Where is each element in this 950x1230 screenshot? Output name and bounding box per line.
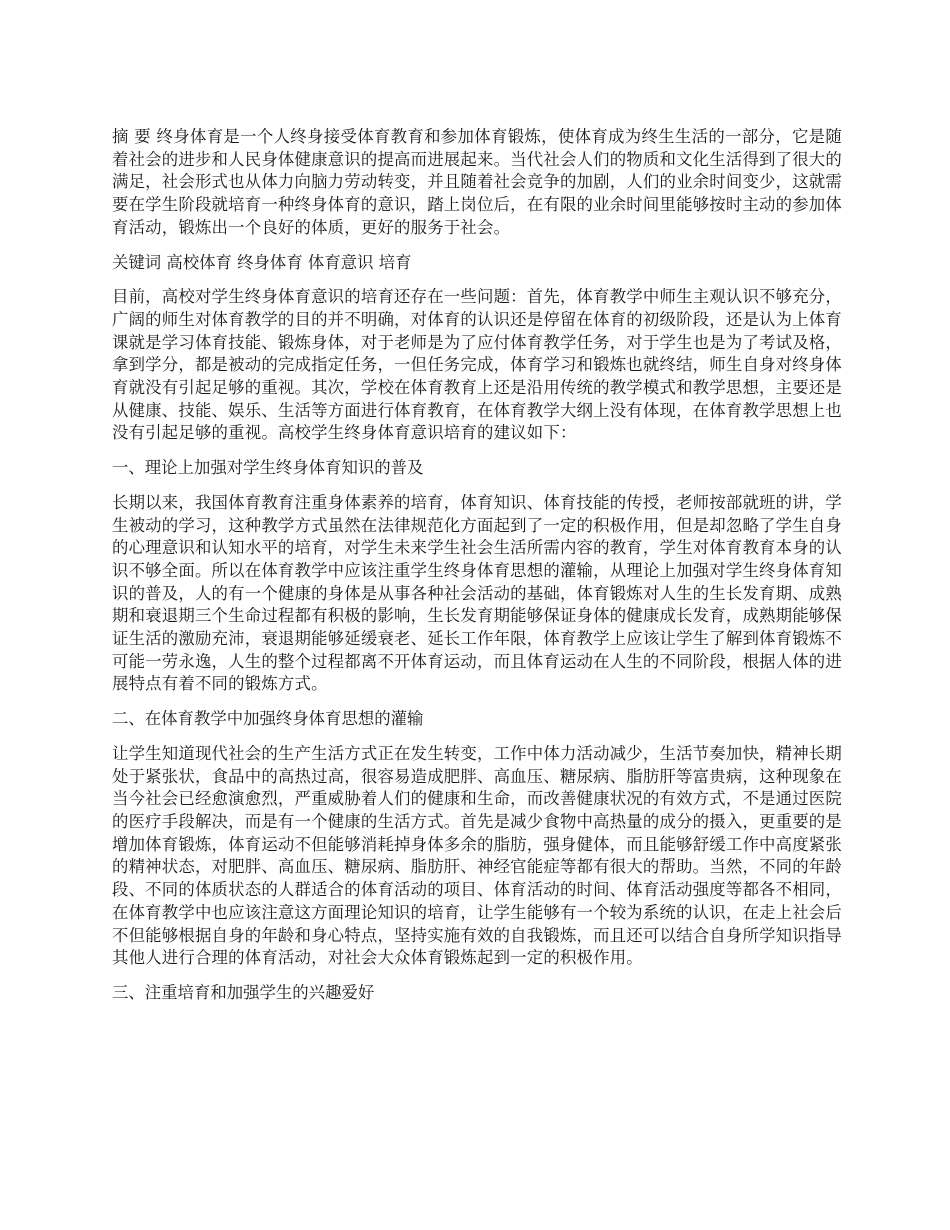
abstract-paragraph: 摘 要 终身体育是一个人终身接受体育教育和参加体育锻炼，使体育成为终生生活的一部分，它是随着社会的进步和人民身体健康意识的提高而进展起来。当代社会人们的物质和文化生活得到了很大的满足，社会形式也从体力向脑力劳动转变，并且随着社会竞争的加剧，人们的业余时间变少，这就需要在学生阶段就培育一种终身体育的意识，踏上岗位后，在有限的业余时间里能够按时主动的参加体育活动，锻炼出一个良好的体质，更好的服务于社会。 xyxy=(112,127,842,237)
section-1-paragraph: 长期以来，我国体育教育注重身体素养的培育，体育知识、体育技能的传授，老师按部就班的讲，学生被动的学习，这种教学方式虽然在法律规范化方面起到了一定的积极作用，但是却忽略了学生自身的心理意识和认知水平的培育，对学生未来学生社会生活所需内容的教育，学生对体育教育本身的认识不够全面。所以在体育教学中应该注重学生终身体育思想的灌输，从理论上加强对学生终身体育知识的普及，人的有一个健康的身体是从事各种社会活动的基础，体育锻炼对人生的生长发育期、成熟期和衰退期三个生命过程都有积极的影响，生长发育期能够保证身体的健康成长发育，成熟期能够保证生活的激励充沛，衰退期能够延缓衰老、延长工作年限，体育教学上应该让学生了解到体育锻炼不可能一劳永逸，人生的整个过程都离不开体育运动，而且体育运动在人生的不同阶段，根据人体的进展特点有着不同的锻炼方式。 xyxy=(112,492,842,694)
intro-paragraph: 目前，高校对学生终身体育意识的培育还存在一些问题：首先，体育教学中师生主观认识不够充分，广阔的师生对体育教学的目的并不明确，对体育的认识还是停留在体育的初级阶段，还是认为上体育课就是学习体育技能、锻炼身体，对于老师是为了应付体育教学任务，对于学生也是为了考试及格，拿到学分，都是被动的完成指定任务，一但任务完成，体育学习和锻炼也就终结，师生自身对终身体育就没有引起足够的重视。其次，学校在体育教育上还是沿用传统的教学模式和教学思想，主要还是从健康、技能、娱乐、生活等方面进行体育教育，在体育教学大纲上没有体现，在体育教学思想上也没有引起足够的重视。高校学生终身体育意识培育的建议如下： xyxy=(112,287,842,443)
section-2-heading: 二、在体育教学中加强终身体育思想的灌输 xyxy=(112,709,424,729)
section-1-heading: 一、理论上加强对学生终身体育知识的普及 xyxy=(112,458,424,478)
section-2-paragraph: 让学生知道现代社会的生产生活方式正在发生转变，工作中体力活动减少，生活节奏加快，精神长期处于紧张状，食品中的高热过高，很容易造成肥胖、高血压、糖尿病、脂肪肝等富贵病，这种现象在当今社会已经愈演愈烈，严重威胁着人们的健康和生命，而改善健康状况的有效方式，不是通过医院的医疗手段解决，而是有一个健康的生活方式。首先是减少食物中高热量的成分的摄入，更重要的是增加体育锻炼，体育运动不但能够消耗掉身体多余的脂肪，强身健体，而且能够舒缓工作中高度紧张的精神状态，对肥胖、高血压、糖尿病、脂肪肝、神经官能症等都有很大的帮助。当然，不同的年龄段、不同的体质状态的人群适合的体育活动的项目、体育活动的时间、体育活动强度等都各不相同，在体育教学中也应该注意这方面理论知识的培育，让学生能够有一个较为系统的认识，在走上社会后不但能够根据自身的年龄和身心特点，坚持实施有效的自我锻炼，而且还可以结合自身所学知识指导其他人进行合理的体育活动，对社会大众体育锻炼起到一定的积极作用。 xyxy=(112,743,842,968)
document-body xyxy=(112,126,842,1017)
section-3-heading: 三、注重培育和加强学生的兴趣爱好 xyxy=(112,982,375,1002)
keywords-line: 关键词 高校体育 终身体育 体育意识 培育 xyxy=(112,252,412,272)
